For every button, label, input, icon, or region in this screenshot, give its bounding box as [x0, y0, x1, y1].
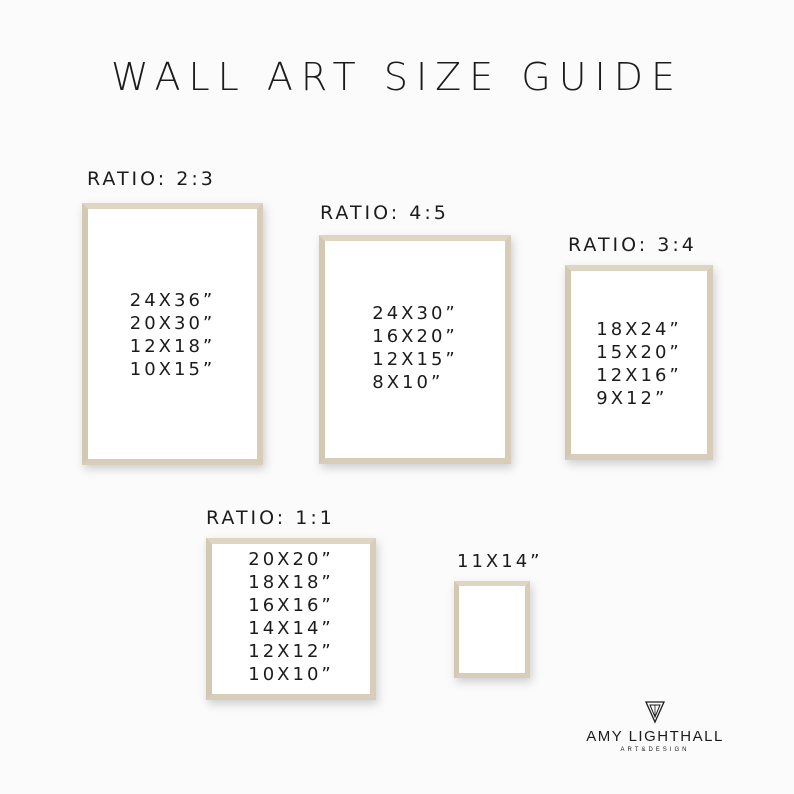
size-item: 24X30”	[372, 303, 458, 324]
size-item: 10X10”	[248, 664, 334, 685]
frame-ratio-3-4	[565, 265, 713, 460]
size-item: 15X20”	[596, 342, 682, 363]
size-item: 12X15”	[372, 349, 458, 370]
size-list	[571, 318, 707, 410]
size-item: 18X18”	[248, 572, 334, 593]
frame-ratio-1-1	[206, 538, 376, 700]
size-item: 12X18”	[129, 336, 216, 357]
size-item: 14X14”	[248, 618, 334, 639]
size-list	[212, 548, 370, 686]
size-item: 12X12”	[248, 641, 334, 662]
size-item: 24X36”	[129, 290, 216, 311]
page-title: WALL ART SIZE GUIDE	[110, 55, 684, 99]
size-item: 18X24”	[596, 319, 682, 340]
size-item: 16X16”	[248, 595, 334, 616]
frame-ratio-2-3	[82, 203, 263, 465]
size-item: 16X20”	[372, 326, 458, 347]
brand-block	[575, 700, 735, 753]
triangle-logo-icon	[644, 700, 666, 724]
size-item: 10X15”	[129, 359, 216, 380]
size-item: 20X20”	[248, 549, 334, 570]
frame-11x14	[454, 581, 530, 678]
brand-name: AMY LIGHTHALL	[586, 728, 724, 745]
size-item: 20X30”	[129, 313, 216, 334]
ratio-label-4-5: RATIO: 4:5	[320, 202, 449, 224]
size-item: 8X10”	[372, 372, 444, 393]
frame-size-label-11x14: 11X14”	[457, 551, 543, 572]
frame-ratio-4-5	[319, 235, 511, 464]
size-item: 9X12”	[596, 388, 668, 409]
brand-tagline: ART&DESIGN	[620, 747, 690, 753]
ratio-label-3-4: RATIO: 3:4	[568, 234, 697, 256]
ratio-label-2-3: RATIO: 2:3	[87, 168, 216, 190]
ratio-label-1-1: RATIO: 1:1	[206, 507, 335, 529]
size-item: 12X16”	[596, 365, 682, 386]
size-list	[88, 289, 257, 381]
size-list	[325, 302, 505, 394]
